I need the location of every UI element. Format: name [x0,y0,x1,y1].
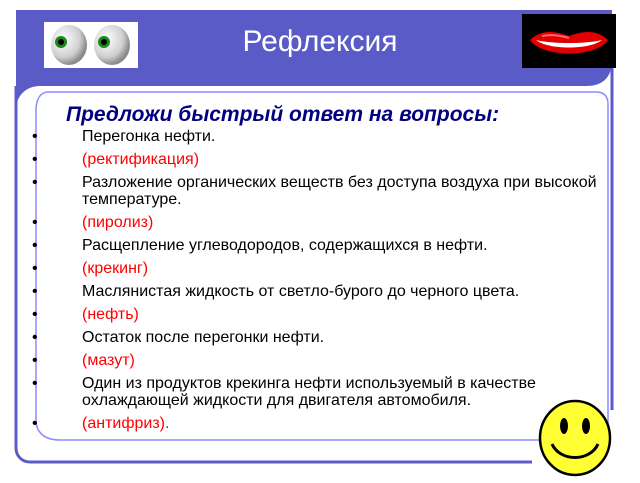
item-text: (нефть) [82,306,139,323]
item-text: Маслянистая жидкость от светло-бурого до черного цвета. [82,283,520,300]
bullet-icon: • [32,306,38,323]
item-text: (ректификация) [82,151,200,168]
bullet-icon: • [32,214,38,231]
item-text: (пиролиз) [82,214,154,231]
bullet-icon: • [32,329,38,346]
item-text: Расщепление углеводородов, содержащихся в нефти. [82,237,488,254]
answer-item [32,214,602,231]
question-item [32,174,602,208]
answer-item [32,352,602,369]
item-text: Остаток после перегонки нефти. [82,329,325,346]
slide-heading: Предложи быстрый ответ на вопросы: [66,103,500,126]
question-list [32,128,602,438]
bullet-icon: • [32,375,38,392]
slide-title: Рефлексия [242,25,398,58]
bullet-icon: • [32,237,38,254]
item-text: Перегонка нефти. [82,128,216,145]
answer-item [32,306,602,323]
bullet-icon: • [32,128,38,145]
bullet-icon: • [32,415,38,432]
bullet-icon: • [32,174,38,191]
bullet-icon: • [32,151,38,168]
item-text: (антифриз). [82,415,170,432]
answer-item [32,260,602,277]
question-item [32,237,602,254]
item-text: (мазут) [82,352,135,369]
question-item [32,283,602,300]
lips-icon [522,14,616,68]
item-text: Разложение органических веществ без доступа воздуха при высокой температуре. [82,174,597,208]
smiley-icon [536,398,614,478]
question-item [32,375,602,409]
item-text: Один из продуктов крекинга нефти используемый в качестве охлаждающей жидкости для двигателя автомобиля. [82,375,536,409]
bullet-icon: • [32,283,38,300]
bullet-icon: • [32,260,38,277]
question-item [32,329,602,346]
item-text: (крекинг) [82,260,149,277]
question-item [32,128,602,145]
bullet-icon: • [32,352,38,369]
answer-item [32,151,602,168]
eyes-icon [44,22,138,68]
answer-item [32,415,602,432]
